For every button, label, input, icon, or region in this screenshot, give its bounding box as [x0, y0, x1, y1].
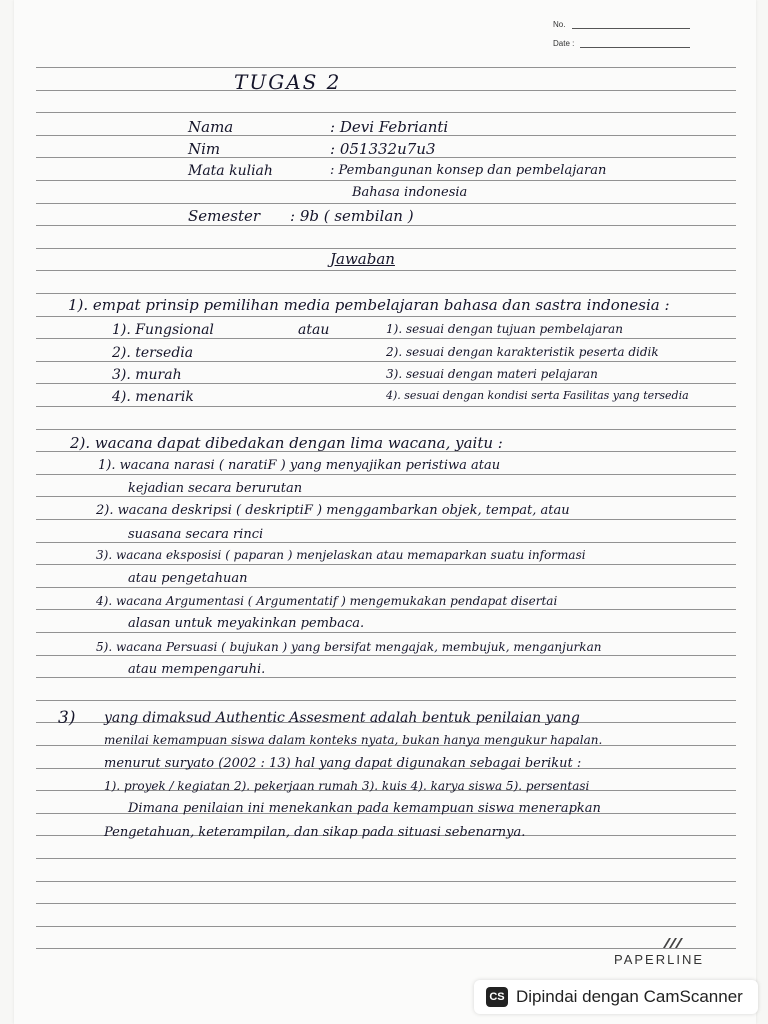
q2-line-8: alasan untuk meyakinkan pembaca.: [128, 616, 365, 631]
q1-right-3: 3). sesuai dengan materi pelajaran: [386, 367, 598, 381]
ruled-line: [36, 248, 736, 249]
ruled-line: [36, 112, 736, 113]
ruled-line: [36, 203, 736, 204]
q2-line-4: suasana secara rinci: [128, 527, 264, 542]
q1-right-4: 4). sesuai dengan kondisi serta Fasilitas yang tersedia: [386, 389, 689, 402]
ruled-line: [36, 90, 736, 91]
q1-left-2: 2). tersedia: [112, 345, 194, 361]
ruled-line: [36, 655, 736, 656]
nim-label: Nim: [188, 140, 221, 158]
matkul-value-2: Bahasa indonesia: [352, 185, 468, 200]
jawaban-heading: Jawaban: [330, 250, 395, 268]
ruled-line: [36, 587, 736, 588]
semester-value: : 9b ( sembilan ): [290, 207, 414, 225]
nim-value: : 051332u7u3: [330, 140, 436, 158]
q2-line-2: kejadian secara berurutan: [128, 481, 303, 496]
ruled-line: [36, 67, 736, 68]
q3-line-4: 1). proyek / kegiatan 2). pekerjaan rumah 3). kuis 4). karya siswa 5). persentasi: [104, 779, 590, 793]
date-label: Date :: [553, 39, 575, 48]
q1-connector: atau: [298, 322, 330, 338]
q3-number: 3): [58, 708, 76, 728]
ruled-line: [36, 700, 736, 701]
ruled-line: [36, 406, 736, 407]
no-line: [572, 28, 690, 29]
camscanner-icon: CS: [486, 987, 508, 1007]
ruled-line: [36, 926, 736, 927]
nama-label: Nama: [188, 118, 234, 136]
q2-line-5: 3). wacana eksposisi ( paparan ) menjelaskan atau memaparkan suatu informasi: [96, 548, 586, 562]
q3-line-6: Pengetahuan, keterampilan, dan sikap pada situasi sebenarnya.: [104, 825, 526, 840]
ruled-line: [36, 361, 736, 362]
paperline-logo-icon: [661, 936, 689, 950]
q3-line-3: menurut suryato (2002 : 13) hal yang dapat digunakan sebagai berikut :: [104, 756, 582, 771]
q1-left-1: 1). Fungsional: [112, 322, 214, 338]
nama-value: : Devi Febrianti: [330, 118, 449, 136]
ruled-line: [36, 293, 736, 294]
ruled-line: [36, 270, 736, 271]
q2-line-9: 5). wacana Persuasi ( bujukan ) yang bersifat mengajak, membujuk, menganjurkan: [96, 640, 602, 654]
q3-line-2: menilai kemampuan siswa dalam konteks nyata, bukan hanya mengukur hapalan.: [104, 733, 603, 747]
camscanner-text: Dipindai dengan CamScanner: [516, 987, 743, 1006]
no-label: No.: [553, 20, 566, 29]
ruled-line: [36, 225, 736, 226]
ruled-line: [36, 881, 736, 882]
matkul-value-1: : Pembangunan konsep dan pembelajaran: [330, 163, 607, 178]
q1-right-1: 1). sesuai dengan tujuan pembelajaran: [386, 322, 623, 336]
ruled-line: [36, 429, 736, 430]
q2-intro: 2). wacana dapat dibedakan dengan lima wacana, yaitu :: [70, 434, 503, 452]
ruled-line: [36, 903, 736, 904]
q2-line-7: 4). wacana Argumentasi ( Argumentatif ) mengemukakan pendapat disertai: [96, 594, 558, 608]
ruled-line: [36, 180, 736, 181]
ruled-line: [36, 316, 736, 317]
camscanner-badge: [474, 980, 758, 1014]
q1-intro: 1). empat prinsip pemilihan media pembelajaran bahasa dan sastra indonesia :: [68, 296, 670, 314]
ruled-line: [36, 609, 736, 610]
q1-left-3: 3). murah: [112, 367, 182, 383]
ruled-line: [36, 948, 736, 949]
semester-label: Semester: [188, 207, 261, 225]
q3-line-5: Dimana penilaian ini menekankan pada kemampuan siswa menerapkan: [128, 801, 601, 816]
ruled-line: [36, 383, 736, 384]
q2-line-3: 2). wacana deskripsi ( deskriptiF ) menggambarkan objek, tempat, atau: [96, 503, 570, 518]
ruled-line: [36, 496, 736, 497]
matkul-label: Mata kuliah: [188, 163, 273, 179]
q2-line-1: 1). wacana narasi ( naratiF ) yang menyajikan peristiwa atau: [98, 458, 501, 473]
q1-right-2: 2). sesuai dengan karakteristik peserta didik: [386, 345, 659, 359]
date-line: [580, 47, 690, 48]
q2-line-10: atau mempengaruhi.: [128, 662, 266, 677]
ruled-line: [36, 519, 736, 520]
ruled-line: [36, 858, 736, 859]
page-title: TUGAS 2: [234, 70, 342, 94]
q2-line-6: atau pengetahuan: [128, 571, 248, 586]
ruled-line: [36, 632, 736, 633]
q3-line-1: yang dimaksud Authentic Assesment adalah bentuk penilaian yang: [104, 710, 580, 726]
ruled-line: [36, 338, 736, 339]
ruled-line: [36, 542, 736, 543]
ruled-line: [36, 677, 736, 678]
ruled-line: [36, 564, 736, 565]
paperline-brand: PAPERLINE: [614, 952, 705, 967]
q1-left-4: 4). menarik: [112, 389, 194, 405]
ruled-line: [36, 474, 736, 475]
